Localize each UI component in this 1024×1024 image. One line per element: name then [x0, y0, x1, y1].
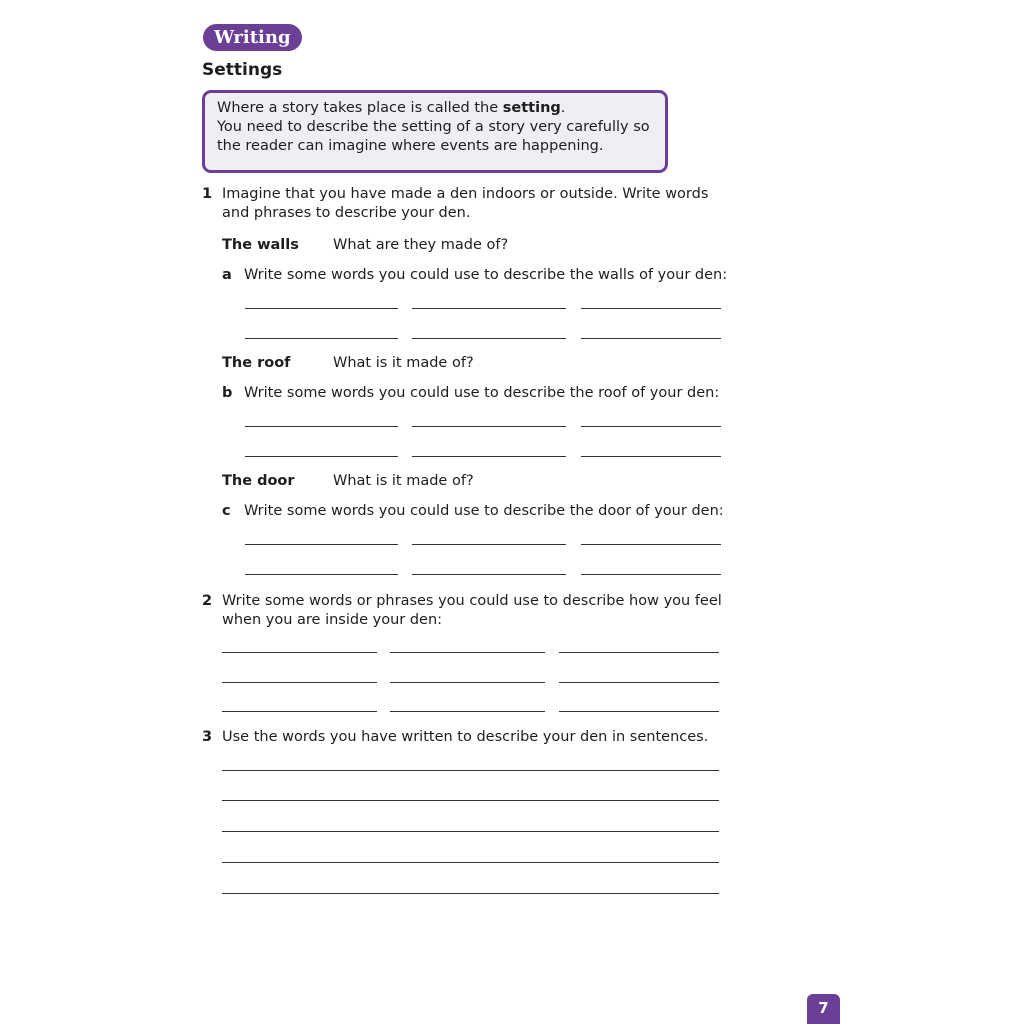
section-badge: Writing: [203, 24, 302, 51]
q1-text-line2: and phrases to describe your den.: [222, 205, 471, 221]
question-number-3: 3: [202, 729, 213, 745]
answer-line[interactable]: [222, 770, 719, 771]
answer-line[interactable]: [581, 308, 721, 309]
answer-line[interactable]: [222, 800, 719, 801]
answer-line[interactable]: [222, 711, 377, 712]
answer-line[interactable]: [245, 456, 398, 457]
answer-line[interactable]: [581, 338, 721, 339]
answer-line[interactable]: [245, 544, 398, 545]
answer-line[interactable]: [412, 456, 566, 457]
page-title: Settings: [202, 60, 283, 80]
part-heading-walls: The walls: [222, 237, 299, 253]
answer-line[interactable]: [390, 711, 545, 712]
info-box: [202, 90, 668, 173]
q1-text-line1: Imagine that you have made a den indoors or outside. Write words: [222, 186, 709, 202]
part-prompt-a: Write some words you could use to describe the walls of your den:: [244, 267, 728, 283]
answer-line[interactable]: [222, 682, 377, 683]
q3-text: Use the words you have written to describe your den in sentences.: [222, 729, 709, 745]
answer-line[interactable]: [581, 456, 721, 457]
part-question-door: What is it made of?: [333, 473, 474, 489]
answer-line[interactable]: [412, 544, 566, 545]
info-period: .: [560, 100, 566, 116]
answer-line[interactable]: [412, 426, 566, 427]
part-heading-door: The door: [222, 473, 295, 489]
answer-line[interactable]: [390, 652, 545, 653]
part-prompt-c: Write some words you could use to describe the door of your den:: [244, 503, 724, 519]
part-prompt-b: Write some words you could use to describe the roof of your den:: [244, 385, 720, 401]
part-question-roof: What is it made of?: [333, 355, 474, 371]
q2-text-line1: Write some words or phrases you could use to describe how you feel: [222, 593, 722, 609]
answer-line[interactable]: [581, 574, 721, 575]
answer-line[interactable]: [581, 426, 721, 427]
answer-line[interactable]: [559, 711, 719, 712]
info-line1: Where a story takes place is called the: [217, 100, 503, 116]
answer-line[interactable]: [581, 544, 721, 545]
question-number-2: 2: [202, 593, 213, 609]
answer-line[interactable]: [245, 308, 398, 309]
answer-line[interactable]: [559, 682, 719, 683]
part-question-walls: What are they made of?: [333, 237, 509, 253]
answer-line[interactable]: [412, 574, 566, 575]
answer-line[interactable]: [412, 338, 566, 339]
part-letter-c: c: [222, 503, 231, 519]
answer-line[interactable]: [222, 831, 719, 832]
info-line2: You need to describe the setting of a story very carefully so: [217, 119, 650, 135]
answer-line[interactable]: [222, 893, 719, 894]
answer-line[interactable]: [390, 682, 545, 683]
page-number: 7: [807, 994, 840, 1024]
answer-line[interactable]: [222, 652, 377, 653]
question-number-1: 1: [202, 186, 213, 202]
part-heading-roof: The roof: [222, 355, 291, 371]
q2-text-line2: when you are inside your den:: [222, 612, 443, 628]
part-letter-b: b: [222, 385, 233, 401]
info-line3: the reader can imagine where events are happening.: [217, 138, 604, 154]
answer-line[interactable]: [245, 426, 398, 427]
answer-line[interactable]: [412, 308, 566, 309]
answer-line[interactable]: [245, 338, 398, 339]
answer-line[interactable]: [559, 652, 719, 653]
part-letter-a: a: [222, 267, 232, 283]
info-keyword: setting: [502, 100, 561, 116]
answer-line[interactable]: [222, 862, 719, 863]
answer-line[interactable]: [245, 574, 398, 575]
